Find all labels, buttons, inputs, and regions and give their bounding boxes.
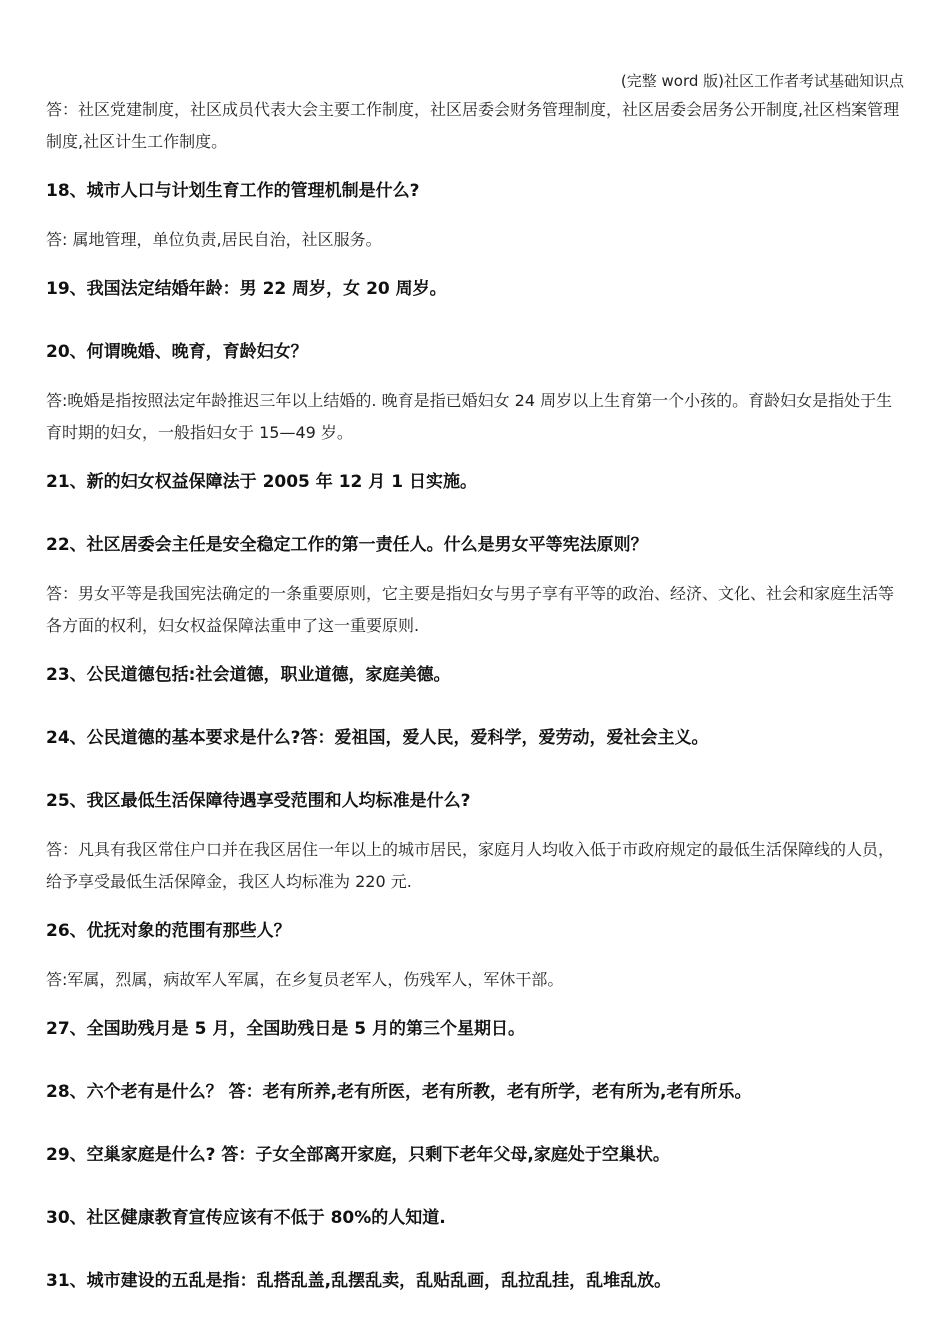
question-20: 20、何谓晚婚、晚育，育龄妇女？ [46,342,308,362]
question-31: 31、城市建设的五乱是指：乱搭乱盖,乱摆乱卖，乱贴乱画，乱拉乱挂，乱堆乱放。 [46,1271,672,1291]
answer-26: 答:军属，烈属，病故军人军属，在乡复员老军人，伤残军人，军休干部。 [46,970,564,989]
question-28: 28、六个老有是什么？ 答：老有所养,老有所医，老有所教，老有所学，老有所为,老有所乐。 [46,1082,752,1102]
question-22: 22、社区居委会主任是安全稳定工作的第一责任人。什么是男女平等宪法原则？ [46,535,648,555]
question-25: 25、我区最低生活保障待遇享受范围和人均标准是什么? [46,791,471,811]
question-23: 23、公民道德包括:社会道德，职业道德，家庭美德。 [46,665,451,685]
answer-20: 答:晚婚是指按照法定年龄推迟三年以上结婚的. 晚育是指已婚妇女 24 周岁以上生育第一个小孩的。育龄妇女是指处于生育时期的妇女，一般指妇女于 15—49 岁。 [46,391,893,442]
answer-18: 答: 属地管理，单位负责,居民自治，社区服务。 [46,230,382,249]
question-18: 18、城市人口与计划生育工作的管理机制是什么? [46,181,420,201]
question-19: 19、我国法定结婚年龄：男 22 周岁，女 20 周岁。 [46,279,447,299]
answer-25: 答：凡具有我区常住户口并在我区居住一年以上的城市居民，家庭月人均收入低于市政府规定的最低生活保障线的人员，给予享受最低生活保障金，我区人均标准为 220 元. [46,840,895,891]
answer-17: 答：社区党建制度，社区成员代表大会主要工作制度，社区居委会财务管理制度，社区居委会居务公开制度,社区档案管理制度,社区计生工作制度。 [46,100,900,151]
question-21: 21、新的妇女权益保障法于 2005 年 12 月 1 日实施。 [46,472,477,492]
answer-22: 答：男女平等是我国宪法确定的一条重要原则，它主要是指妇女与男子享有平等的政治、经济、文化、社会和家庭生活等各方面的权利，妇女权益保障法重申了这一重要原则. [46,584,895,635]
question-29: 29、空巢家庭是什么? 答：子女全部离开家庭，只剩下老年父母,家庭处于空巢状。 [46,1145,670,1165]
document-body [46,94,908,1296]
question-27: 27、全国助残月是 5 月，全国助残日是 5 月的第三个星期日。 [46,1019,525,1039]
question-24: 24、公民道德的基本要求是什么?答：爱祖国，爱人民，爱科学，爱劳动，爱社会主义。 [46,728,709,748]
question-30: 30、社区健康教育宣传应该有不低于 80%的人知道. [46,1208,446,1228]
page-header: (完整 word 版)社区工作者考试基础知识点 [620,72,904,90]
question-26: 26、优抚对象的范围有那些人？ [46,921,291,941]
